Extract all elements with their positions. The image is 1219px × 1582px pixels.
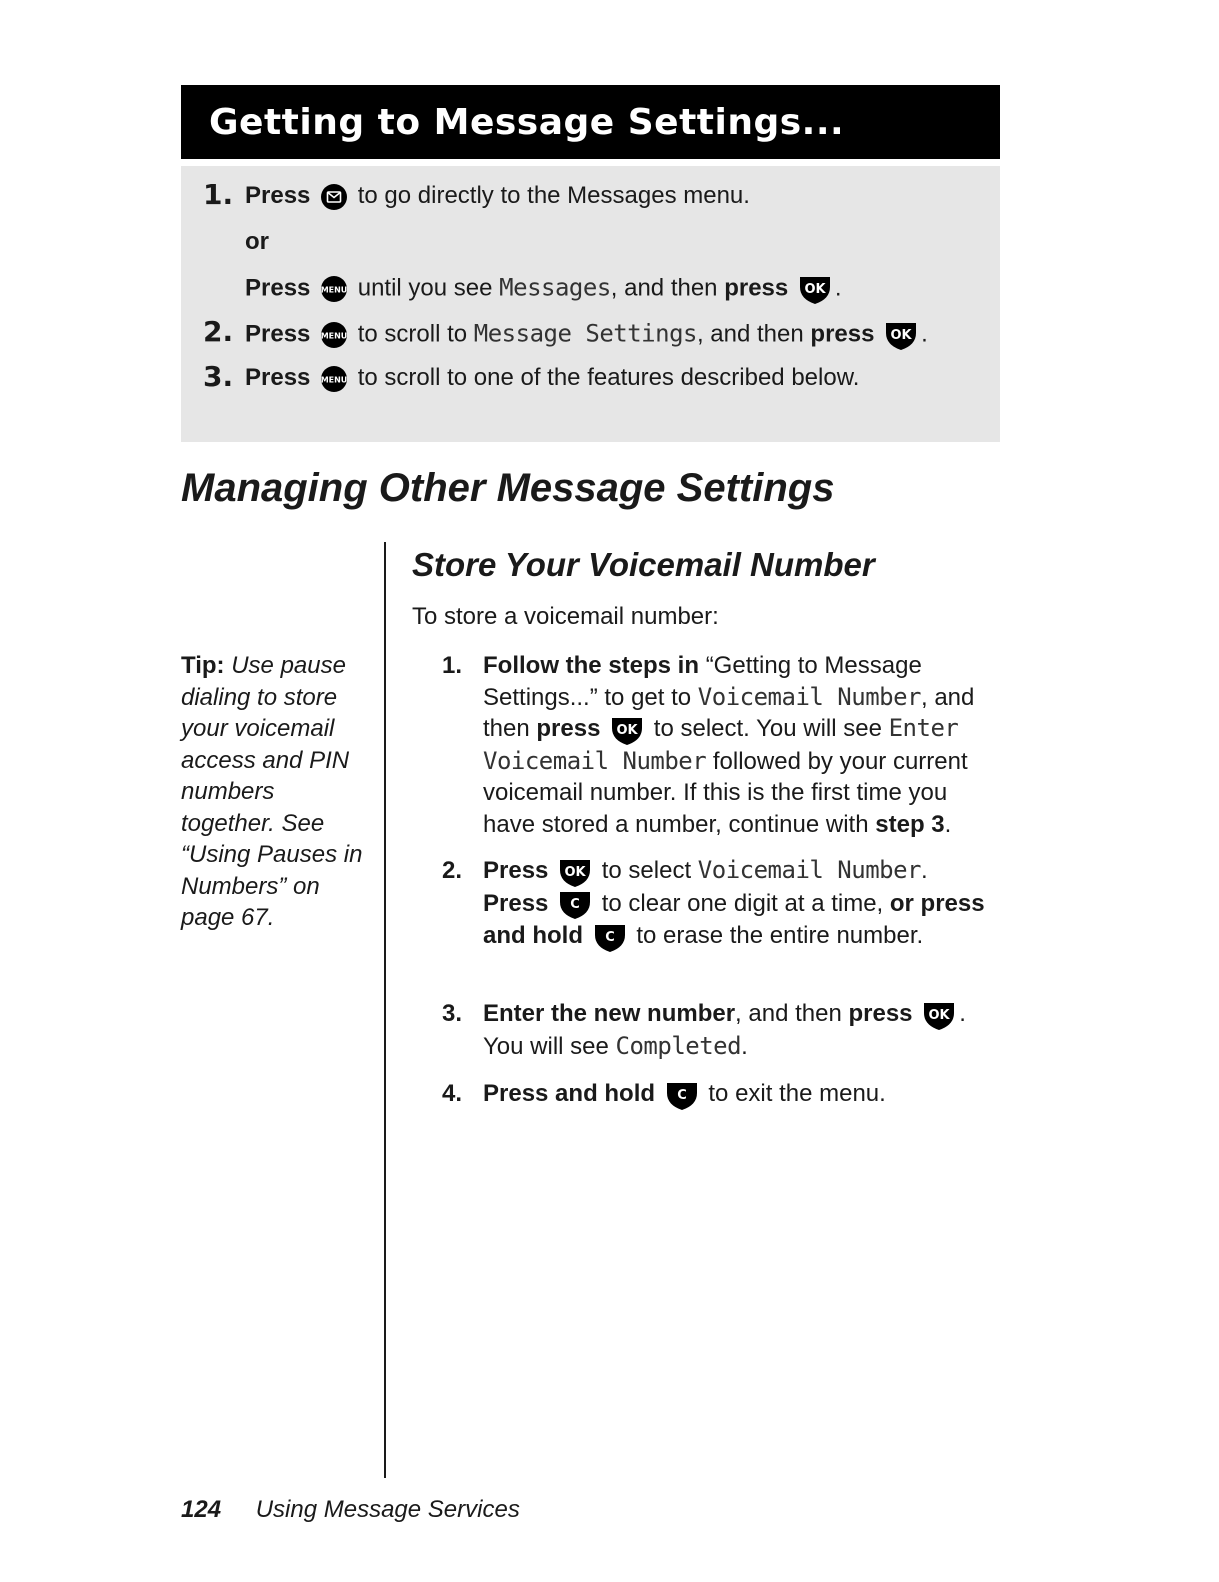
press-label: press: [724, 274, 789, 302]
svg-text:OK: OK: [564, 864, 586, 880]
list-item: [442, 1078, 1002, 1111]
period: .: [920, 857, 928, 884]
item-number: 3.: [442, 1000, 463, 1027]
item-text: , and then: [735, 1000, 842, 1027]
item-number: 4.: [442, 1080, 463, 1107]
list-item: [442, 855, 1002, 953]
press-label: Press: [245, 320, 311, 348]
header-title: Getting to Message Settings...: [209, 102, 845, 143]
step-number: 3.: [203, 360, 234, 393]
item-text: to select. You will see: [653, 715, 882, 742]
bold-text: Follow the steps in: [483, 652, 700, 679]
bold-text: Press: [483, 889, 549, 917]
svg-text:MENU: MENU: [321, 375, 348, 385]
display-text: Enter Voicemail Number: [483, 714, 959, 775]
bold-text: Press and hold: [483, 1080, 656, 1107]
section-header-bar: [181, 85, 1000, 159]
step-1-line: [245, 182, 750, 210]
svg-text:C: C: [604, 929, 615, 945]
ok-key-icon: [799, 273, 831, 305]
bold-text: press: [536, 715, 601, 742]
step-text: to scroll to one of the features described below.: [357, 364, 860, 391]
menu-key-icon: [321, 366, 347, 392]
svg-text:C: C: [676, 1087, 687, 1103]
display-text: Completed: [615, 1031, 742, 1060]
step-2-line: [245, 319, 928, 351]
display-text: Voicemail Number: [697, 682, 921, 711]
period: .: [834, 274, 842, 302]
list-item: [442, 998, 1002, 1062]
c-key-icon: [666, 1079, 698, 1111]
c-key-icon: [559, 888, 591, 920]
period: .: [741, 1032, 748, 1060]
svg-text:OK: OK: [890, 328, 912, 343]
item-text: “Getting to Message Settings...” to get to: [483, 652, 922, 711]
item-text: , and then: [483, 683, 975, 742]
tip-text: Use pause dialing to store your voicemail access and PIN numbers together. See “Using Pauses in Numbers” on page 67.: [181, 652, 363, 931]
menu-key-icon: [321, 276, 347, 302]
press-label: Press: [245, 274, 311, 302]
svg-text:MENU: MENU: [321, 285, 348, 295]
menu-key-icon: [321, 322, 347, 348]
item-number: 1.: [442, 652, 463, 679]
bold-text: or press and hold: [483, 889, 985, 950]
bold-text: Press: [483, 857, 549, 884]
ok-key-icon: [923, 999, 955, 1031]
display-text: Messages: [499, 273, 611, 302]
bold-text: Enter the new number: [483, 1000, 736, 1027]
step-text: , and then: [610, 274, 718, 302]
step-text: to go directly to the Messages menu.: [357, 182, 750, 209]
bold-text: press: [848, 1000, 913, 1027]
item-number: 2.: [442, 857, 463, 884]
item-text: followed by your current voicemail number. If this is the first time you have stored a number, continue with: [483, 747, 968, 838]
step-1b-line: [245, 273, 842, 305]
item-text: to clear one digit at a time,: [601, 889, 884, 917]
footer-section-title: Using Message Services: [255, 1496, 520, 1523]
or-line: [245, 228, 269, 256]
press-label: press: [810, 320, 875, 348]
period: .: [944, 810, 952, 838]
item-text: You will see: [483, 1032, 609, 1060]
page-number: 124: [181, 1496, 222, 1523]
item-text: to erase the entire number.: [636, 922, 924, 950]
step-3-line: [245, 364, 859, 392]
step-text: , and then: [696, 320, 804, 348]
item-text: to select: [601, 857, 692, 884]
svg-text:OK: OK: [616, 722, 638, 738]
svg-text:C: C: [570, 897, 580, 913]
or-label: or: [245, 228, 269, 255]
list-item: [442, 650, 1002, 840]
column-divider: [384, 542, 386, 1478]
ok-key-icon: [611, 714, 643, 746]
period: .: [959, 1000, 966, 1027]
ok-key-icon: [885, 319, 917, 351]
envelope-key-icon: [321, 184, 347, 210]
intro-text: To store a voicemail number:: [412, 603, 719, 630]
tip-note: [181, 650, 371, 934]
subsection-title: Store Your Voicemail Number: [412, 546, 875, 583]
press-label: Press: [245, 364, 311, 391]
press-label: Press: [245, 182, 311, 209]
svg-text:OK: OK: [928, 1007, 950, 1023]
tip-label: Tip:: [181, 652, 225, 679]
step-number: 1.: [203, 178, 234, 211]
c-key-icon: [594, 921, 626, 953]
svg-text:MENU: MENU: [321, 331, 348, 341]
step-text: to scroll to: [357, 320, 468, 348]
display-text: Voicemail Number: [697, 856, 921, 884]
period: .: [921, 320, 928, 348]
ok-key-icon: [559, 856, 591, 888]
step-number: 2.: [203, 315, 234, 348]
display-text: Message Settings: [473, 319, 697, 348]
item-text: to exit the menu.: [708, 1080, 886, 1107]
step-text: until you see: [357, 274, 493, 302]
steps-box: [181, 166, 1000, 442]
bold-text: step 3: [875, 810, 945, 838]
svg-text:OK: OK: [804, 282, 826, 297]
page-footer: [181, 1496, 520, 1524]
section-title: Managing Other Message Settings: [181, 466, 835, 510]
